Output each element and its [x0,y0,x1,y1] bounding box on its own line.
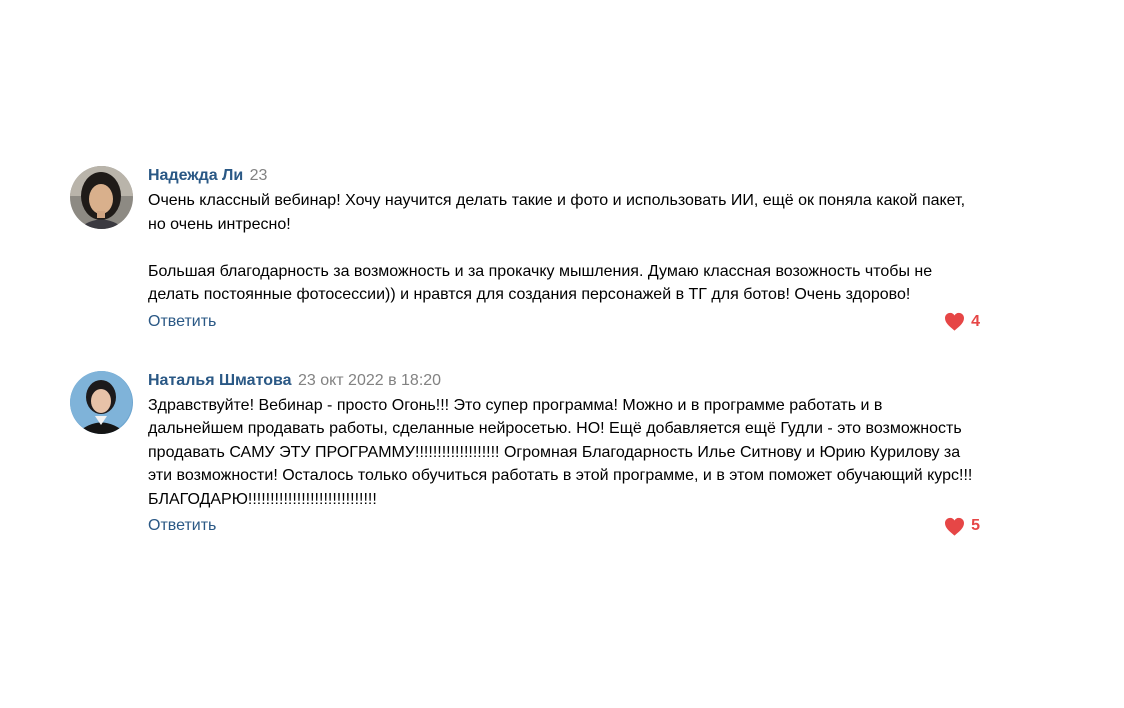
avatar[interactable] [70,166,133,229]
comment-footer [148,310,980,334]
like-count: 5 [971,517,980,534]
comment-text [148,189,980,307]
comments-list [70,165,980,538]
comment [70,370,980,539]
comment-footer [148,514,980,538]
like-count: 4 [971,312,980,330]
heart-icon [944,312,965,331]
avatar-image [70,166,133,229]
like-button[interactable] [944,514,980,538]
comment-paragraph: Очень классный вебинар! Хочу научится делать такие и фото и использовать ИИ, ещё ок поняла какой пакет, но очень интресно! [148,192,966,233]
author-name[interactable]: Наталья Шматова [148,371,292,389]
comment-paragraph: Здравствуйте! Вебинар - просто Огонь!!! Это супер программа! Можно и в программе работать и в дальнейшем продавать работы, сделанные нейросетью. НО! Ещё добавляется ещё Гудли - это возможность продавать САМУ ЭТУ ПРОГРАММУ!!!!!!!!!!!!!!!!!!! Огромная Благодарность Илье Ситнову и Юрию Курилову за эти возможности! Осталось только обучиться работать в этой программе, и в этом поможет обучающий курс!!! БЛАГОДАРЮ!!!!!!!!!!!!!!!!!!!!!!!!!!!!! [148,396,973,508]
comment-date[interactable]: 23 [249,167,268,184]
comment-paragraph: Большая благодарность за возможность и за прокачку мышления. Думаю классная возожность чтобы не делать постоянные фотосессии)) и нравтся для создания персонажей в ТГ для ботов! Очень здорово! [148,262,933,303]
comment-date[interactable]: 23 окт 2022 в 18:20 [297,371,442,389]
like-button[interactable] [944,310,980,334]
comment-meta [148,370,980,392]
comment-meta [148,165,980,187]
author-name[interactable]: Надежда Ли [148,167,244,184]
avatar-image [70,371,133,434]
reply-button[interactable]: Ответить [148,312,217,330]
comment [70,165,980,334]
heart-icon [944,517,965,536]
reply-button[interactable]: Ответить [148,517,217,534]
avatar[interactable] [70,371,133,434]
comment-text [148,394,980,512]
